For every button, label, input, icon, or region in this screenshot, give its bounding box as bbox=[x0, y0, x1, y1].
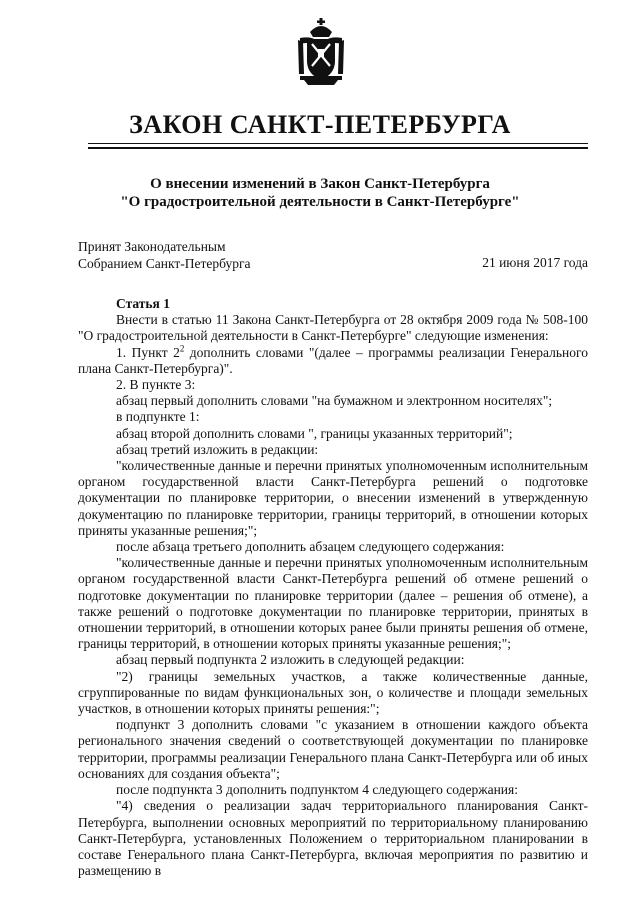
adoption-line-1: Принят Законодательным bbox=[78, 239, 226, 254]
paragraph-7: "количественные данные и перечни принятых уполномоченным исполнительным органом государственной власти Санкт-Петербурга решений о подготовке документации по планировке территории, о внесении изменений в утвержденную документацию по планировке территории, границы территорий, в отношении которых приняты указанные решения;"; bbox=[78, 458, 588, 538]
paragraph-2: 2. В пункте 3: bbox=[116, 377, 196, 393]
paragraph-12: подпункт 3 дополнить словами "с указанием в отношении каждого объекта регионального значения сведений о соответствующей документации по планировке территории, программы реализации Генерального плана Санкт-Петербурга или об иных основаниях для создания объекта"; bbox=[78, 717, 588, 781]
saint-petersburg-coat-of-arms-icon bbox=[296, 18, 346, 86]
paragraph-13: после подпункта 3 дополнить подпунктом 4 следующего содержания: bbox=[116, 782, 518, 798]
title-underline bbox=[88, 143, 588, 144]
paragraph-10: абзац первый подпункта 2 изложить в следующей редакции: bbox=[116, 652, 465, 668]
law-subtitle-line-1: О внесении изменений в Закон Санкт-Петербурга bbox=[150, 176, 490, 192]
document-body bbox=[78, 296, 588, 879]
paragraph-4: в подпункте 1: bbox=[116, 409, 200, 425]
paragraph-1-end: дополнить словами "(далее – программы реализации Генерального плана Санкт-Петербурга)". bbox=[78, 344, 588, 376]
title-underline-thick bbox=[88, 147, 588, 149]
paragraph-1-start: 1. Пункт 2 bbox=[116, 344, 180, 360]
law-title: ЗАКОН САНКТ-ПЕТЕРБУРГА bbox=[129, 110, 511, 139]
paragraph-intro: Внести в статью 11 Закона Санкт-Петербурга от 28 октября 2009 года № 508-100 "О градостроительной деятельности в Санкт-Петербурге" следующие изменения: bbox=[78, 312, 588, 344]
paragraph-3: абзац первый дополнить словами "на бумажном и электронном носителях"; bbox=[116, 393, 553, 409]
paragraph-8: после абзаца третьего дополнить абзацем следующего содержания: bbox=[116, 539, 505, 555]
adoption-date: 21 июня 2017 года bbox=[482, 255, 588, 270]
paragraph-9: "количественные данные и перечни принятых уполномоченным исполнительным органом государственной власти Санкт-Петербурга решений об отмене решений о подготовке документации по планировке территории (далее – решения об отмене), а также решений о подготовке документации по планировке территории, принятых в отношении территорий, в отношении которых ранее были приняты решения об отмене, границы территорий, в отношении которых приняты указанные решения;"; bbox=[78, 555, 588, 652]
paragraph-11: "2) границы земельных участков, а также количественные данные, сгруппированные по видам функциональных зон, о количестве и площади земельных участков, в отношении которых приняты решения:"; bbox=[78, 668, 588, 717]
adoption-line-2: Собранием Санкт-Петербурга bbox=[78, 256, 251, 271]
paragraph-5: абзац второй дополнить словами ", границы указанных территорий"; bbox=[116, 425, 513, 441]
article-heading: Статья 1 bbox=[116, 296, 170, 311]
adoption-body bbox=[78, 238, 251, 272]
paragraph-1 bbox=[78, 345, 588, 377]
paragraph-1-superscript: 2 bbox=[179, 343, 185, 354]
paragraph-14: "4) сведения о реализации задач территориального планирования Санкт-Петербурга, выполнении основных мероприятий по территориальному планированию Санкт-Петербурга, установленных Положением о территориальном планировании в составе Генерального плана Санкт-Петербурга, включая мероприятия по развитию и размещению в bbox=[78, 798, 588, 879]
law-subtitle-line-2: "О градостроительной деятельности в Санкт-Петербурге" bbox=[120, 194, 520, 210]
paragraph-6: абзац третий изложить в редакции: bbox=[116, 441, 319, 457]
